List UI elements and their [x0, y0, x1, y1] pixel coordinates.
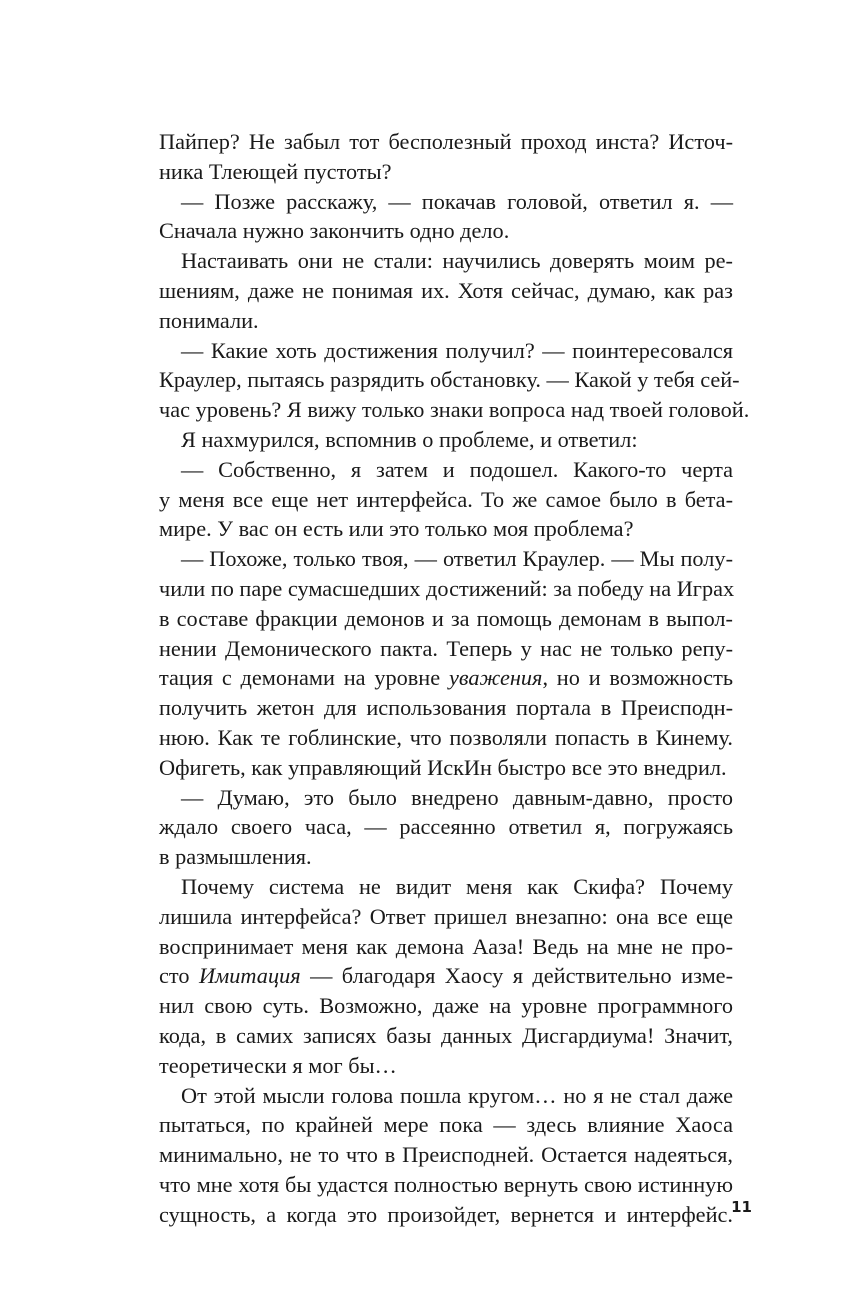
page-number: 11	[731, 1198, 752, 1216]
text-line: Сначала нужно закончить одно дело.	[159, 218, 510, 244]
text-line: От этой мысли голова пошла кругом… но я не стал даже	[181, 1082, 733, 1108]
text-line: минимально, не то что в Преисподней. Остается надеяться,	[159, 1142, 733, 1168]
text-line: пытаться, по крайней мере пока — здесь влияние Хаоса	[159, 1112, 733, 1138]
text-line: — Собственно, я затем и подошел. Какого-то черта	[181, 456, 733, 482]
text-line: Пайпер? Не забыл тот бесполезный проход инста? Источ-	[159, 129, 733, 154]
text-line: воспринимает меня как демона Ааза! Ведь на мне не про-	[159, 933, 733, 959]
text-line: нюю. Как те гоблинские, что позволяли попасть в Кинему.	[159, 724, 733, 750]
italic-term: Имитация	[198, 963, 301, 989]
text-line: — Думаю, это было внедрено давным-давно, просто	[181, 784, 733, 810]
text-line	[159, 961, 733, 991]
text-line: нил свою суть. Возможно, даже на уровне программного	[159, 993, 733, 1019]
text-fragment: , но и возможность	[542, 665, 733, 691]
text-line: чили по паре сумасшедших достижений: за победу на Играх	[159, 575, 735, 601]
text-line: нении Демонического пакта. Теперь у нас не только репу-	[159, 635, 733, 661]
text-line: Почему система не видит меня как Скифа? Почему	[181, 873, 733, 899]
text-line: у меня все еще нет интерфейса. То же самое было в бета-	[159, 486, 733, 512]
italic-term: уважения	[448, 665, 543, 691]
text-line: — Похоже, только твоя, — ответил Краулер. — Мы полу-	[181, 546, 733, 572]
text-line: сущность, а когда это произойдет, вернется и интерфейс.	[159, 1201, 733, 1227]
text-line: Настаивать они не стали: научились доверять моим ре-	[181, 248, 733, 274]
text-line: — Позже расскажу, — покачав головой, ответил я. —	[181, 188, 733, 214]
text-line: кода, в самих записях базы данных Дисгардиума! Значит,	[159, 1022, 733, 1048]
text-line: в составе фракции демонов и за помощь демонам в выпол-	[159, 605, 733, 631]
text-fragment: сто	[159, 963, 199, 989]
text-line: час уровень? Я вижу только знаки вопроса над твоей головой.	[159, 397, 750, 423]
text-line: понимали.	[159, 307, 259, 333]
text-line	[159, 663, 733, 693]
text-line: ника Тлеющей пустоты?	[159, 158, 392, 184]
text-line: в размышления.	[159, 844, 312, 870]
text-line: Офигеть, как управляющий ИскИн быстро все это внедрил.	[159, 754, 727, 780]
text-line: мире. У вас он есть или это только моя проблема?	[159, 516, 634, 542]
text-line: лишила интерфейса? Ответ пришел внезапно: она все еще	[159, 903, 733, 929]
text-fragment: — благодаря Хаосу я действительно изме-	[300, 963, 733, 989]
text-line: ждало своего часа, — рассеянно ответил я, погружаясь	[159, 814, 733, 840]
text-line: Краулер, пытаясь разрядить обстановку. — Какой у тебя сей-	[159, 367, 740, 393]
text-fragment: тация с демонами на уровне	[159, 665, 449, 691]
text-line: — Какие хоть достижения получил? — поинтересовался	[181, 337, 733, 363]
text-line: получить жетон для использования портала в Преисподн-	[159, 695, 733, 721]
text-line: шениям, даже не понимая их. Хотя сейчас, думаю, как раз	[159, 277, 733, 303]
text-line: Я нахмурился, вспомнив о проблеме, и ответил:	[181, 426, 638, 452]
text-line: что мне хотя бы удастся полностью вернуть свою истинную	[159, 1171, 733, 1197]
text-line: теоретически я мог бы…	[159, 1052, 397, 1078]
